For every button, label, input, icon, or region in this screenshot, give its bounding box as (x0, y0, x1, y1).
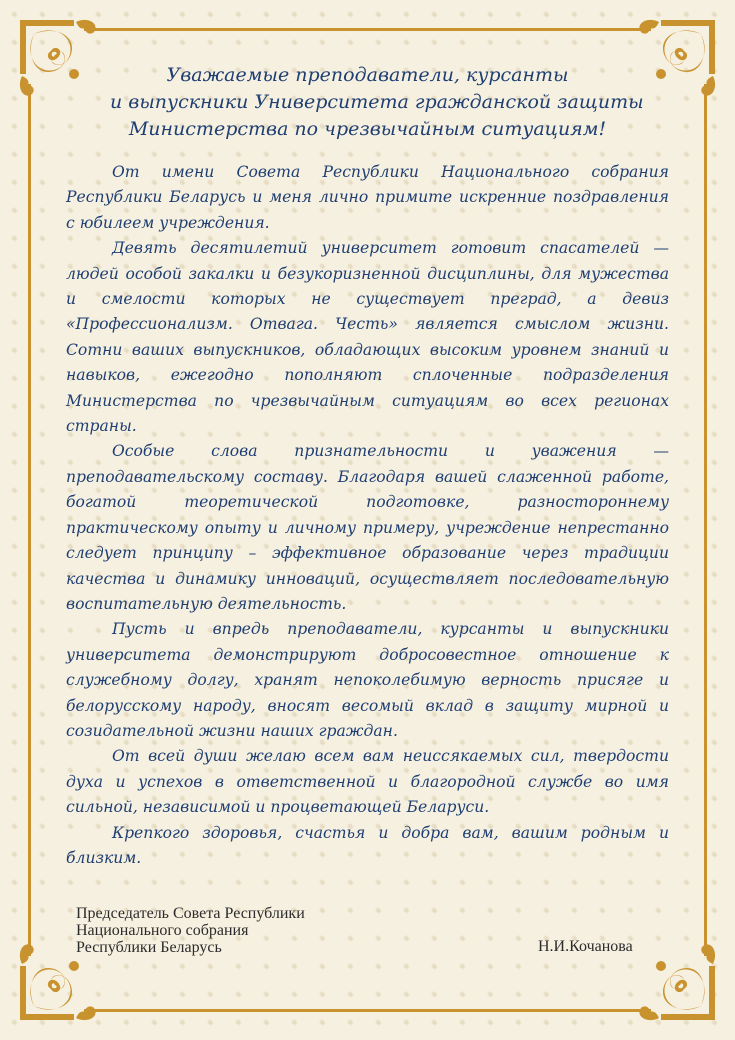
body-paragraph: От имени Совета Республики Национального собрания Республики Беларусь и меня лично примите искренние поздравления с юбилеем учреждения. (66, 163, 669, 232)
body-paragraph: Крепкого здоровья, счастья и добра вам, вашим родным и близким. (66, 823, 669, 867)
signature-title-line: Республики Беларусь (76, 939, 222, 956)
body-paragraph: От всей души желаю всем вам неиссякаемых сил, твердости духа и успехов в ответственной и благородной службе во имя сильной, независимой и процветающей Беларуси. (66, 747, 669, 817)
heading-line: Уважаемые преподаватели, курсанты (166, 64, 569, 86)
body-paragraph: Пусть и впредь преподаватели, курсанты и выпускники университета демонстрируют добросовестное отношение к служебному долгу, хранят непоколебимую верность присяге и белорусскому народу, вносят весомый вклад в защиту мирной и созидательной жизни наших граждан. (66, 620, 669, 740)
frame-border-right (704, 84, 707, 956)
letter-body (66, 160, 669, 871)
signature-title-line: Национального собрания (76, 922, 249, 939)
greeting-heading (110, 62, 644, 143)
heading-line: Министерства по чрезвычайным ситуациям! (128, 118, 607, 140)
signature-title-line: Председатель Совета Республики (76, 905, 305, 922)
frame-border-left (28, 84, 31, 956)
signatory-name: Н.И.Кочанова (538, 938, 633, 955)
body-paragraph: Девять десятилетий университет готовит спасателей — людей особой закалки и безукоризненной дисциплины, для мужества и смелости которых не существует преград, а девиз «Профессионализм. Отвага. Честь» является смыслом жизни. Сотни ваших выпускников, обладающих высоким уровнем знаний и навыков, ежегодно пополняют сплоченные подразделения Министерства по чрезвычайным ситуациям во всех регионах страны. (66, 239, 669, 436)
frame-border-bottom (84, 1009, 651, 1012)
body-paragraph: Особые слова признательности и уважения — преподавательскому составу. Благодаря вашей слаженной работе, богатой теоретической подготовке, разностороннему практическому опыту и личному примеру, учреждение непрестанно следует принципу – эффективное образование через традиции качества и динамику инноваций, осуществляет последовательную воспитательную деятельность. (66, 442, 669, 613)
frame-border-top (84, 28, 651, 31)
heading-line: и выпускники Университета гражданской защиты (110, 91, 644, 113)
